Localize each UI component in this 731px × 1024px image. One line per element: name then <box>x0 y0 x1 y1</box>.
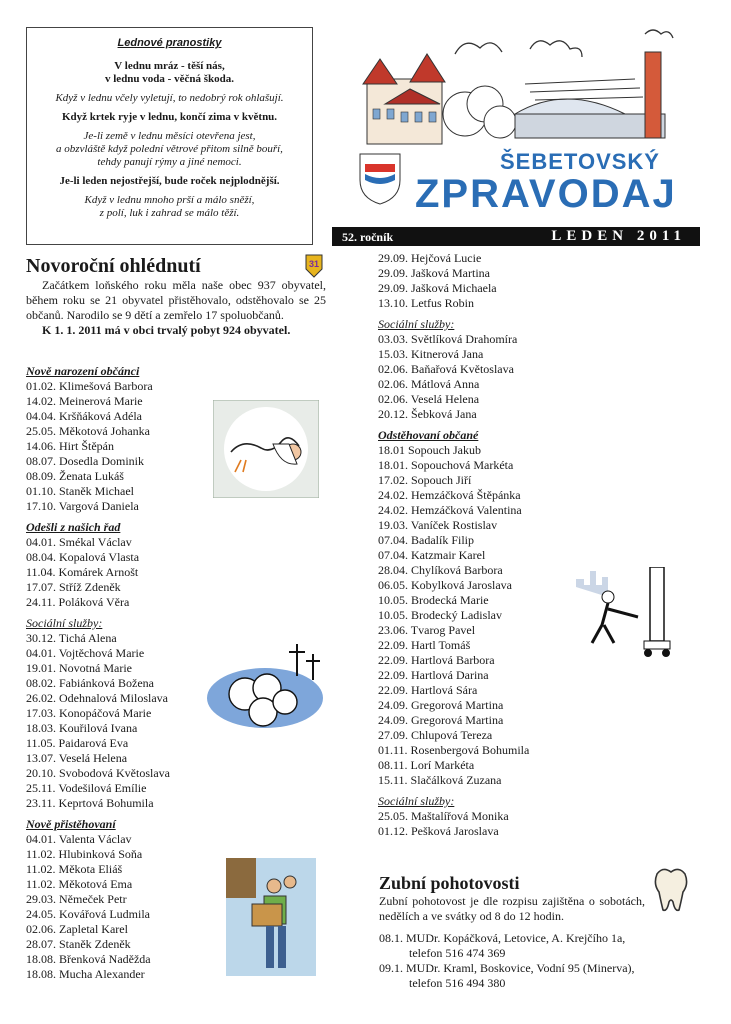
badge-icon <box>302 251 326 279</box>
births-list <box>26 379 226 514</box>
list-item: 04.01. Valenta Václav <box>26 832 132 846</box>
list-item: 24.02. Hemzáčková Štěpánka <box>378 488 521 502</box>
dental-heading: Zubní pohotovosti <box>379 873 520 893</box>
moving-people-illustration <box>226 858 316 976</box>
list-item: 29.09. Hejčová Lucie <box>378 251 482 265</box>
tooth-icon <box>651 866 691 914</box>
left-column <box>26 364 226 982</box>
list-item: 24.09. Gregorová Martina <box>378 698 504 712</box>
list-item: 25.11. Vodešilová Emílie <box>26 781 147 795</box>
list-item: 17.02. Sopouch Jiří <box>378 473 472 487</box>
list-item: 08.04. Kopalová Vlasta <box>26 550 140 564</box>
list-item: 18.03. Kouřilová Ivana <box>26 721 138 735</box>
list-item: 01.10. Staněk Michael <box>26 484 134 498</box>
moved-in-title: Nově přistěhovaní <box>26 817 116 831</box>
dental-entry: 09.1. MUDr. Kraml, Boskovice, Vodní 95 (Minerva), telefon 516 494 380 <box>379 961 635 990</box>
list-item: 08.02. Fabiánková Božena <box>26 676 154 690</box>
proverb-5: Je-li leden nejostřejší, bude roček nejplodnější. <box>59 175 280 187</box>
list-item: 11.02. Měkotová Ema <box>26 877 133 891</box>
list-item: 25.05. Maštalířová Monika <box>378 809 509 823</box>
list-item: 29.09. Jašková Martina <box>378 266 490 280</box>
list-item: 18.01. Sopouchová Markéta <box>378 458 514 472</box>
list-item: 10.05. Brodecká Marie <box>378 593 489 607</box>
list-item: 04.01. Smékal Václav <box>26 535 132 549</box>
list-item: 10.05. Brodecký Ladislav <box>378 608 502 622</box>
moved-in-continued-list <box>378 251 618 311</box>
list-item: 19.01. Novotná Marie <box>26 661 132 675</box>
births-title: Nově narození občánci <box>26 364 140 378</box>
list-item: 02.06. Zapletal Karel <box>26 922 128 936</box>
list-item: 23.06. Tvarog Pavel <box>378 623 476 637</box>
moved-in-social-title: Sociální služby: <box>378 317 455 331</box>
list-item: 11.04. Komárek Arnošt <box>26 565 139 579</box>
list-item: 08.09. Ženata Lukáš <box>26 469 124 483</box>
list-item: 17.10. Vargová Daniela <box>26 499 139 513</box>
list-item: 11.05. Paidarová Eva <box>26 736 129 750</box>
list-item: 29.03. Němeček Petr <box>26 892 127 906</box>
list-item: 06.05. Kobylková Jaroslava <box>378 578 512 592</box>
list-item: 18.01 Sopouch Jakub <box>378 443 481 457</box>
list-item: 14.06. Hirt Štěpán <box>26 439 114 453</box>
moved-in-social-list <box>378 332 618 422</box>
list-item: 01.12. Pešková Jaroslava <box>378 824 499 838</box>
proverbs-title: Lednové pranostiky <box>117 37 222 49</box>
deaths-title: Odešli z našich řad <box>26 520 121 534</box>
deaths-social-list <box>26 631 226 811</box>
article-summary: K 1. 1. 2011 má v obci trvalý pobyt 924 obyvatel. <box>42 323 291 337</box>
moved-in-list <box>26 832 226 982</box>
stork-illustration <box>213 400 319 498</box>
dental-intro: Zubní pohotovost je dle rozpisu zajištěna o sobotách, nedělích a ve svátky od 8 do 12 hodin. <box>379 894 645 923</box>
article-heading: Novoroční ohlédnutí <box>26 255 201 277</box>
list-item: 04.04. Kršňáková Adéla <box>26 409 142 423</box>
proverb-2: Když v lednu včely vyletují, to nedobrý rok ohlašují. <box>55 92 284 104</box>
list-item: 24.05. Kovářová Ludmila <box>26 907 150 921</box>
list-item: 13.10. Letfus Robin <box>378 296 474 310</box>
list-item: 02.06. Veselá Helena <box>378 392 480 406</box>
list-item: 23.11. Keprtová Bohumila <box>26 796 154 810</box>
list-item: 18.08. Mucha Alexander <box>26 967 145 981</box>
list-item: 27.09. Chlupová Tereza <box>378 728 493 742</box>
list-item: 02.06. Mátlová Anna <box>378 377 480 391</box>
list-item: 28.07. Staněk Zdeněk <box>26 937 131 951</box>
list-item: 29.09. Jašková Michaela <box>378 281 497 295</box>
list-item: 13.07. Veselá Helena <box>26 751 128 765</box>
proverb-6: Když v lednu mnoho prší a málo sněží, z polí, luk i zahrad se málo těží. <box>84 194 255 219</box>
list-item: 08.07. Dosedla Dominik <box>26 454 144 468</box>
issue-bar <box>332 227 700 246</box>
masthead-subtitle: ŠEBETOVSKÝ <box>500 149 660 174</box>
list-item: 11.02. Hlubinková Soňa <box>26 847 143 861</box>
list-item: 15.11. Slačálková Zuzana <box>378 773 502 787</box>
list-item: 17.03. Konopáčová Marie <box>26 706 152 720</box>
moved-out-list <box>378 443 618 788</box>
list-item: 11.02. Měkota Eliáš <box>26 862 123 876</box>
deaths-social-title: Sociální služby: <box>26 616 103 630</box>
list-item: 30.12. Tichá Alena <box>26 631 117 645</box>
list-item: 14.02. Meinerová Marie <box>26 394 143 408</box>
proverb-3: Když krtek ryje v lednu, končí zima v květnu. <box>61 111 278 123</box>
list-item: 07.04. Badalík Filip <box>378 533 474 547</box>
list-item: 01.11. Rosenbergová Bohumila <box>378 743 530 757</box>
issue-label: LEDEN 2011 <box>551 228 686 244</box>
moved-out-social-title: Sociální služby: <box>378 794 455 808</box>
list-item: 15.03. Kitnerová Jana <box>378 347 484 361</box>
list-item: 20.12. Šebková Jana <box>378 407 477 421</box>
moved-out-social-list <box>378 809 618 839</box>
list-item: 22.09. Hartlová Darina <box>378 668 489 682</box>
masthead <box>355 24 701 250</box>
moved-out-title: Odstěhovaní občané <box>378 428 479 442</box>
list-item: 07.04. Katzmair Karel <box>378 548 486 562</box>
list-item: 02.06. Baňařová Květoslava <box>378 362 514 376</box>
list-item: 01.02. Klimešová Barbora <box>26 379 153 393</box>
list-item: 28.04. Chylíková Barbora <box>378 563 503 577</box>
flowers-crosses-illustration <box>205 636 325 732</box>
list-item: 17.07. Stříž Zdeněk <box>26 580 121 594</box>
list-item: 18.08. Břenková Naděžda <box>26 952 151 966</box>
list-item: 26.02. Odehnalová Miloslava <box>26 691 168 705</box>
proverbs-box <box>26 27 313 245</box>
list-item: 22.09. Hartl Tomáš <box>378 638 471 652</box>
dental-entry: 08.1. MUDr. Kopáčková, Letovice, A. Krejčího 1a, telefon 516 474 369 <box>379 931 626 960</box>
svg-text:31: 31 <box>308 259 320 269</box>
list-item: 04.01. Vojtěchová Marie <box>26 646 145 660</box>
list-item: 24.09. Gregorová Martina <box>378 713 504 727</box>
list-item: 22.09. Hartlová Sára <box>378 683 478 697</box>
list-item: 19.03. Vaníček Rostislav <box>378 518 498 532</box>
list-item: 20.10. Svobodová Květoslava <box>26 766 170 780</box>
list-item: 08.11. Lorí Markéta <box>378 758 475 772</box>
article-intro: Začátkem loňského roku měla naše obec 937 obyvatel, během roku se 21 obyvatel přistěhovalo, odstěhovalo se 25 občanů. Narodilo se 9 dětí a zemřelo 17 spoluobčanů. <box>26 278 326 322</box>
masthead-title: ZPRAVODAJ <box>415 172 677 216</box>
proverb-1: V lednu mráz - těší nás, v lednu voda - věčná škoda. <box>105 60 234 85</box>
list-item: 22.09. Hartlová Barbora <box>378 653 495 667</box>
list-item: 24.11. Poláková Věra <box>26 595 130 609</box>
volume-label: 52. ročník <box>342 230 394 244</box>
new-year-article <box>26 255 326 338</box>
list-item: 03.03. Světlíková Drahomíra <box>378 332 518 346</box>
list-item: 25.05. Měkotová Johanka <box>26 424 150 438</box>
list-item: 24.02. Hemzáčková Valentina <box>378 503 522 517</box>
right-column <box>378 251 618 839</box>
deaths-list <box>26 535 226 610</box>
proverb-4: Je-li země v lednu měsíci otevřena jest, a obzvláště když polední větrové přitom silně bouří, tehdy panují rýmy a jiné nemoci. <box>56 130 283 168</box>
dental-section <box>379 873 645 991</box>
